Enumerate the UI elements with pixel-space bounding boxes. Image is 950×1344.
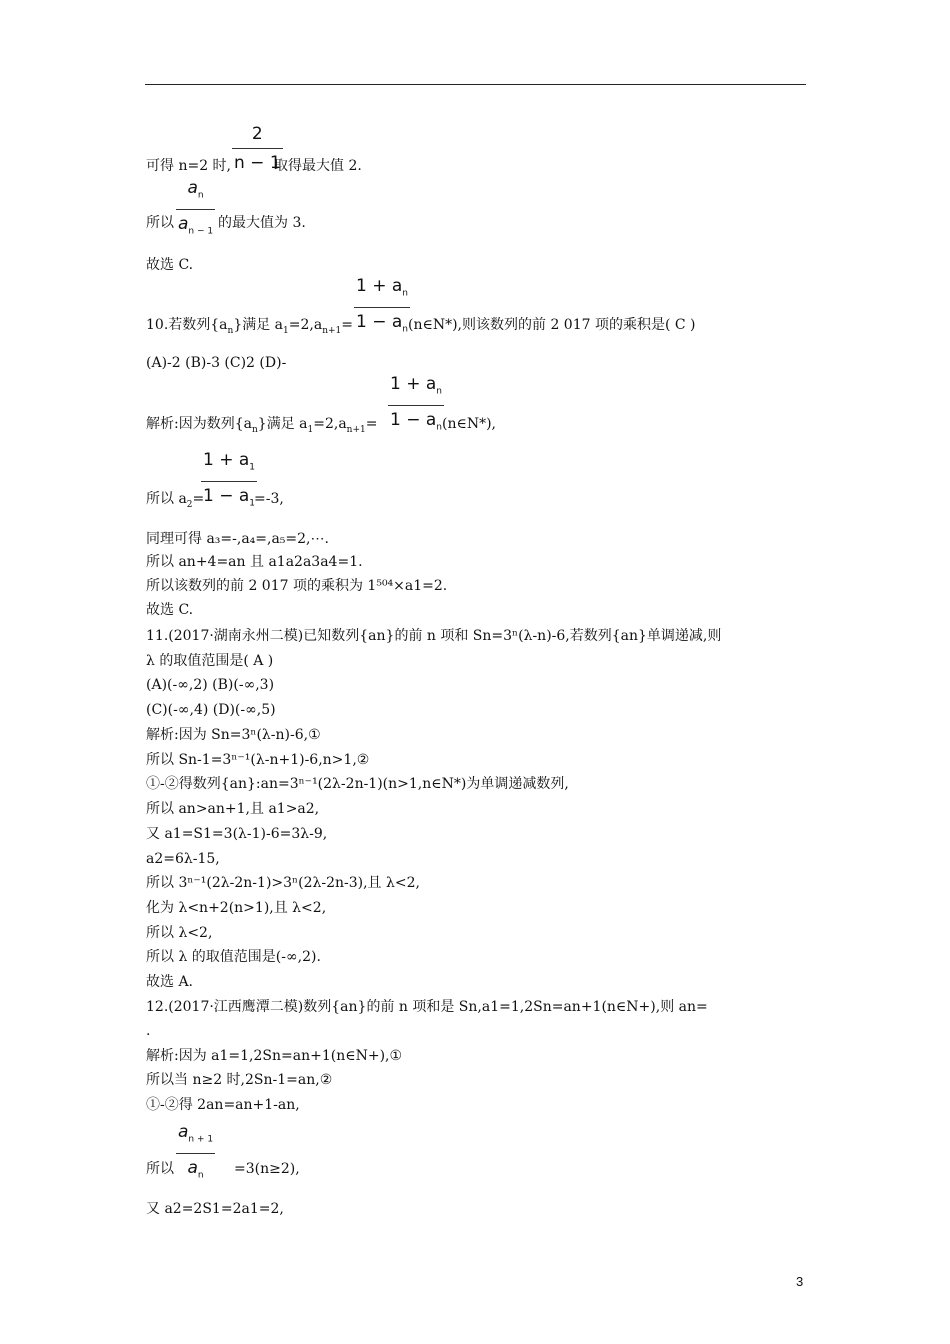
text-line: 解析:因为 Sn=3ⁿ(λ-n)-6,①: [146, 727, 321, 743]
text-line: (A)(-∞,2) (B)(-∞,3): [146, 677, 275, 693]
text-line: 解析:因为 a1=1,2Sn=an+1(n∈N+),①: [146, 1048, 403, 1064]
text-line: .: [146, 1023, 151, 1039]
text-line: 10.若数列$\{a_n\}$满足 $a_1=2,a_{n+1}=$: [146, 317, 354, 336]
fraction: $a_n$ $a_{n - 1}$: [178, 178, 214, 237]
text-line: 可得 n=2 时,: [146, 158, 232, 174]
text-line: ①-②得数列{an}:an=3ⁿ⁻¹(2λ-2n-1)(n>1,n∈N*)为单调递减数列,: [146, 776, 569, 792]
text-line: (A)-2 (B)-3 (C)2 (D)-: [146, 355, 287, 371]
text-line: 解析:因为数列$\{a_n\}$满足 $a_1=2,a_{n+1}=$: [146, 416, 378, 435]
text-line: (C)(-∞,4) (D)(-∞,5): [146, 702, 276, 718]
text-line: 故选 C.: [146, 602, 194, 618]
fraction: $1 + a_n$ $1 - a_n$: [356, 276, 409, 335]
text-line: a2=6λ-15,: [146, 851, 220, 867]
text-line: 所以 λ 的取值范围是(-∞,2).: [146, 949, 321, 965]
text-line: (n∈N*),则该数列的前 2 017 项的乘积是( C ): [408, 317, 696, 333]
text-line: 12.(2017·江西鹰潭二模)数列{an}的前 n 项和是 Sn,a1=1,2Sn=an+1(n∈N+),则 an=: [146, 999, 708, 1015]
text-line: 取得最大值 2.: [274, 158, 362, 174]
fraction: 2 n − 1: [234, 124, 281, 173]
text-line: 11.(2017·湖南永州二模)已知数列{an}的前 n 项和 Sn=3ⁿ(λ-n)-6,若数列{an}单调递减,则: [146, 628, 722, 644]
text-line: =3(n≥2),: [234, 1161, 300, 1177]
text-line: 所以 3ⁿ⁻¹(2λ-2n-1)>3ⁿ(2λ-2n-3),且 λ<2,: [146, 875, 420, 891]
text-line: 所以 $a_2=$: [146, 491, 205, 510]
header-rule: [145, 84, 806, 85]
text-line: 所以: [146, 1161, 174, 1177]
text-line: 又 a2=2S1=2a1=2,: [146, 1201, 284, 1217]
text-line: 的最大值为 3.: [218, 215, 306, 231]
fraction: $1 + a_n$ $1 - a_n$: [390, 374, 443, 433]
text-line: =-3,: [254, 491, 284, 507]
text-line: ①-②得 2an=an+1-an,: [146, 1097, 300, 1113]
text-line: 又 a1=S1=3(λ-1)-6=3λ-9,: [146, 826, 328, 842]
fraction: $1 + a_1$ $1 - a_1$: [203, 450, 256, 509]
text-line: 所以 λ<2,: [146, 925, 213, 941]
text-line: 所以当 n≥2 时,2Sn-1=an,②: [146, 1072, 333, 1088]
text-line: λ 的取值范围是( A ): [146, 653, 274, 669]
text-line: 所以: [146, 215, 174, 231]
text-line: 同理可得 a₃=-,a₄=,a₅=2,⋯.: [146, 531, 329, 547]
text-line: 所以 an+4=an 且 a1a2a3a4=1.: [146, 554, 363, 570]
text-line: 所以 an>an+1,且 a1>a2,: [146, 801, 320, 817]
text-line: 所以该数列的前 2 017 项的乘积为 1⁵⁰⁴×a1=2.: [146, 578, 448, 594]
text-line: 故选 A.: [146, 974, 194, 990]
text-line: (n∈N*),: [442, 416, 497, 432]
page-number: 3: [796, 1274, 804, 1289]
fraction: $a_{n + 1}$ $a_n$: [178, 1122, 214, 1181]
text-line: 化为 λ<n+2(n>1),且 λ<2,: [146, 900, 327, 916]
text-line: 所以 Sn-1=3ⁿ⁻¹(λ-n+1)-6,n>1,②: [146, 752, 370, 768]
text-line: 故选 C.: [146, 257, 194, 273]
